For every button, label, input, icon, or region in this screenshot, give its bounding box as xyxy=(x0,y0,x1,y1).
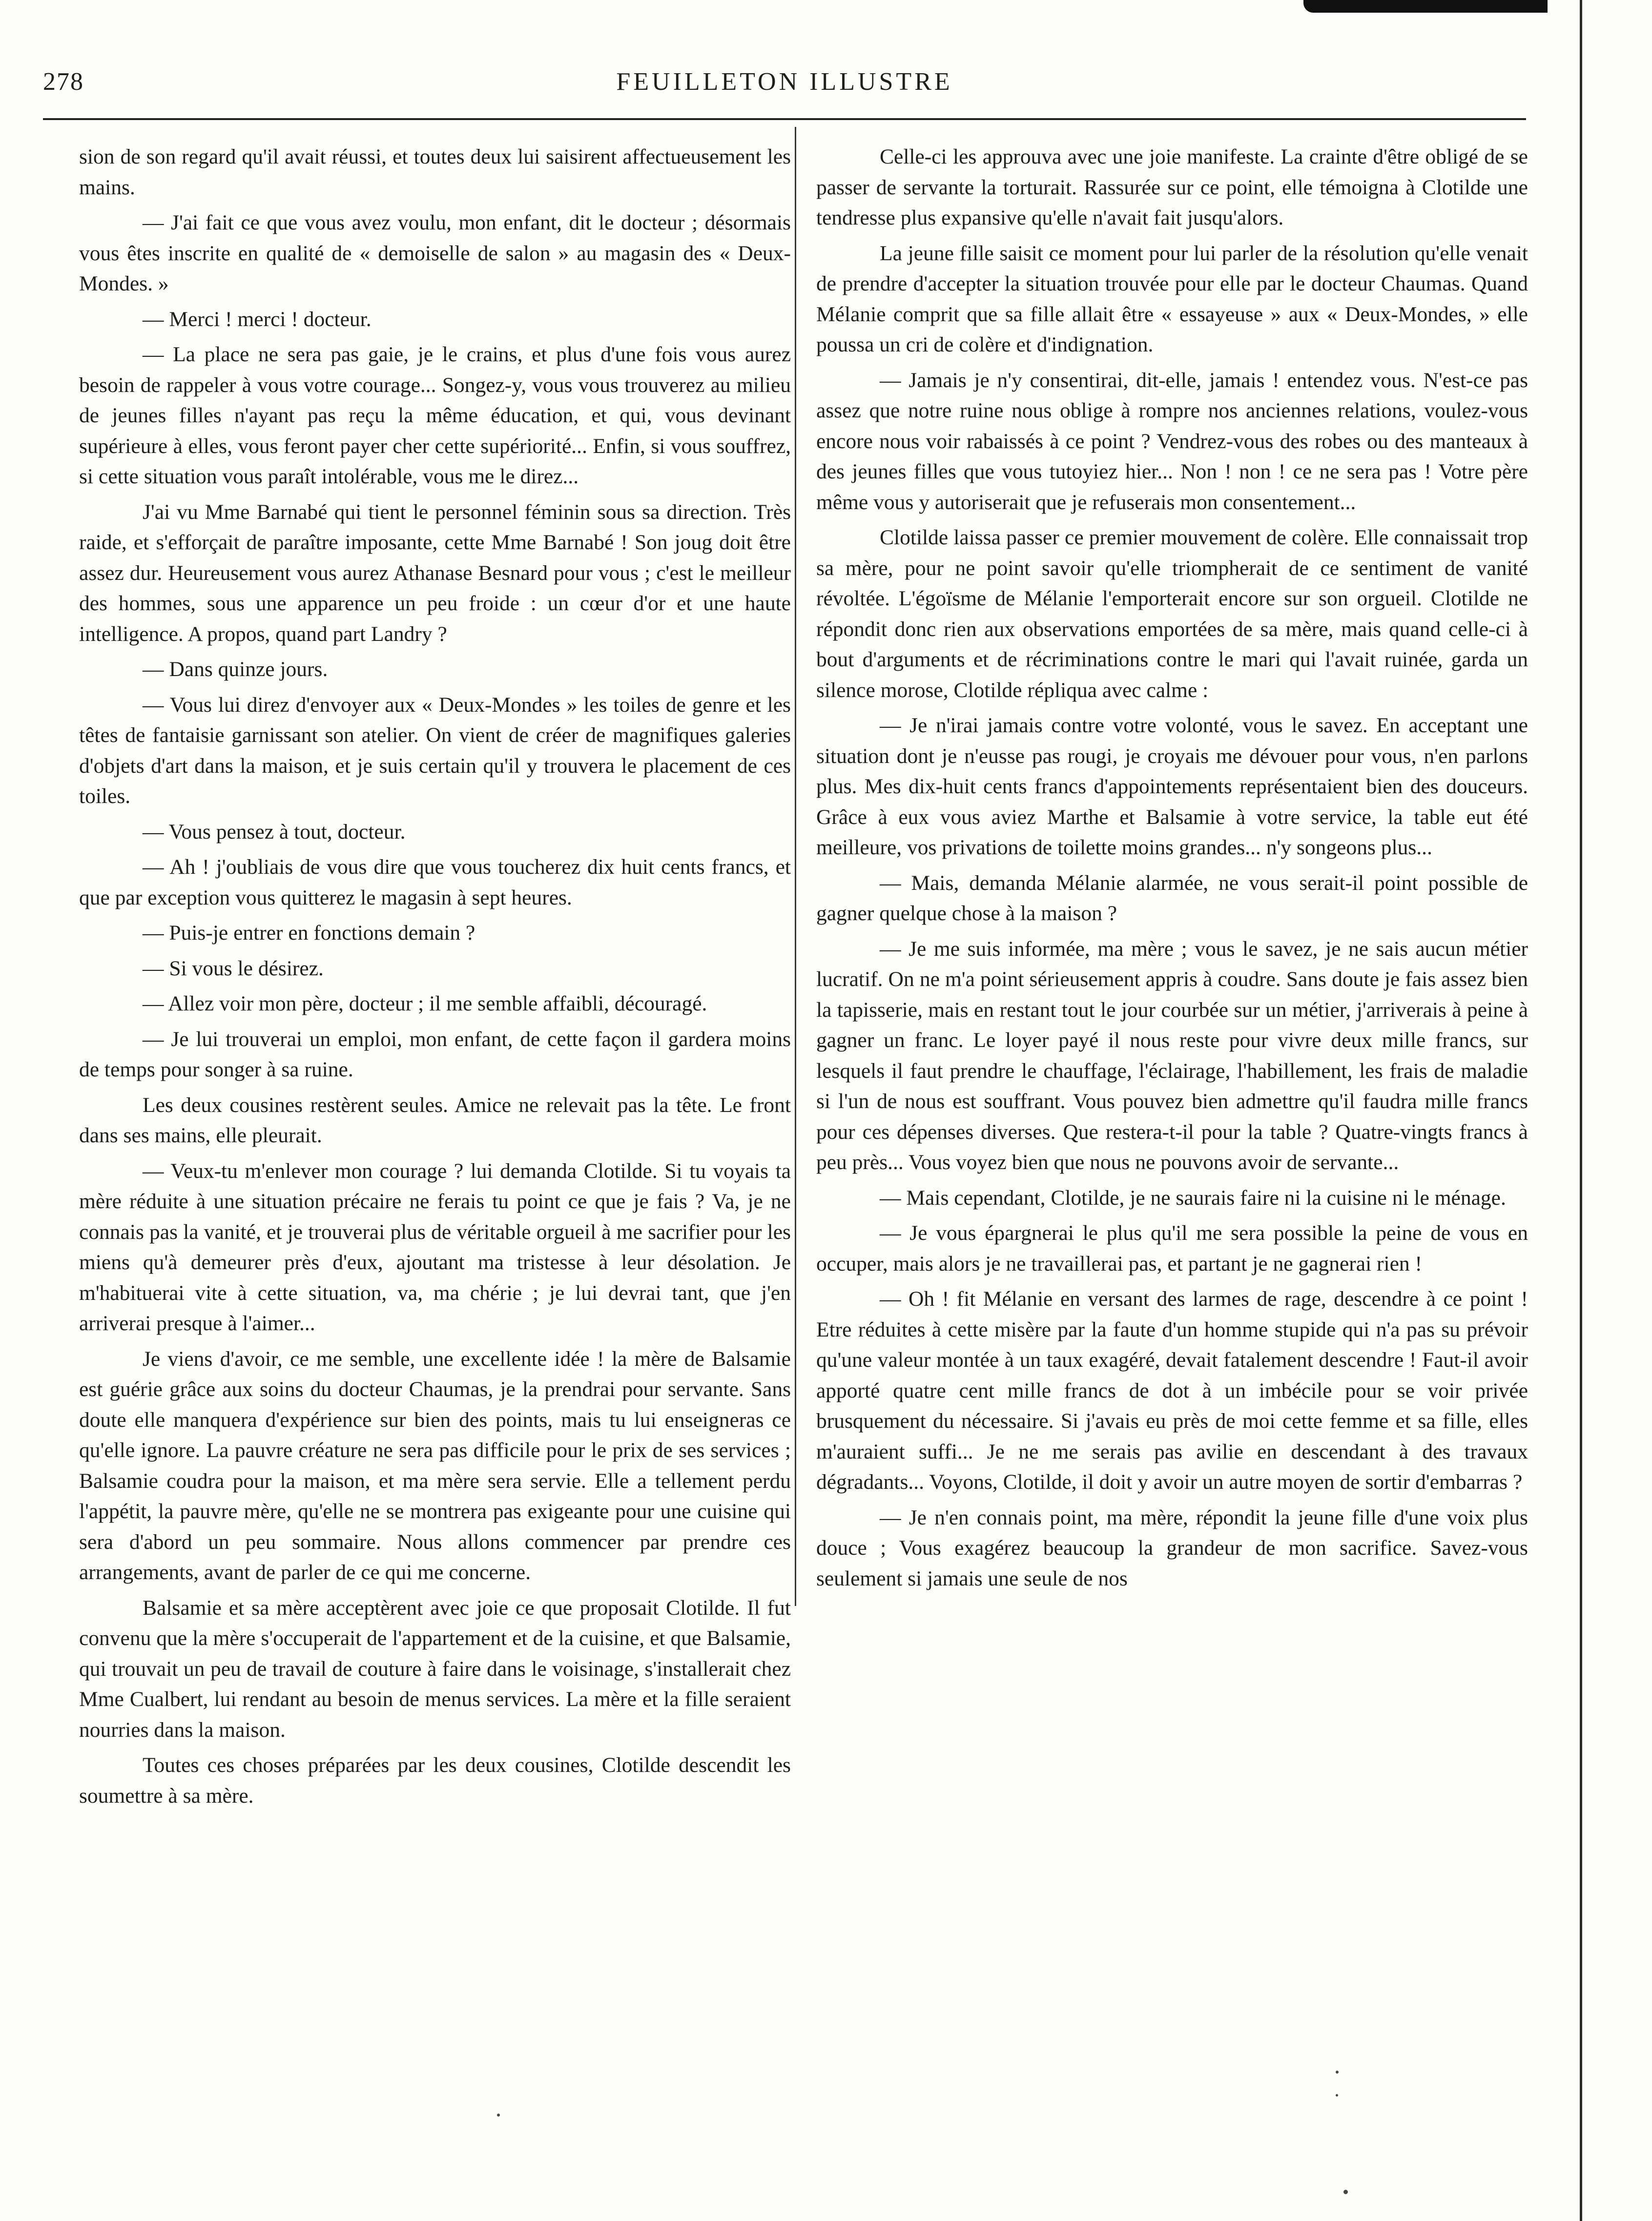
paragraph: — Je n'en connais point, ma mère, répondit la jeune fille d'une voix plus douce ; Vous exagérez beaucoup la grandeur de mon sacrifice. Savez-vous seulement si jamais une seule de nos xyxy=(816,1505,1528,1590)
paragraph: — Allez voir mon père, docteur ; il me semble affaibli, découragé. xyxy=(143,992,707,1015)
paragraph: — Si vous le désirez. xyxy=(143,956,324,980)
paragraph: sion de son regard qu'il avait réussi, et toutes deux lui saisirent affectueusement les mains. xyxy=(79,145,791,199)
paragraph: — Vous lui direz d'envoyer aux « Deux-Mondes » les toiles de genre et les têtes de fantaisie garnissant son atelier. On vient de créer de magnifiques galeries d'objets d'art dans la maison, et je suis certain qu'il y trouvera le placement de ces toiles. xyxy=(79,693,791,808)
paragraph: — Je me suis informée, ma mère ; vous le savez, je ne sais aucun métier lucratif. On ne m'a point sérieusement appris à coudre. Sans doute je fais assez bien la tapisserie, mais en restant tout le jour courbée sur un métier, j'arriverais à peine à gagner un franc. Le loyer payé il nous reste pour vivre deux mille francs, sur lesquels il faut prendre le chauffage, l'éclairage, l'habillement, les frais de maladie si l'un de nous est souffrant. Vous pouvez bien admettre qu'il faudra mille francs pour ces dépenses diverses. Que restera-t-il pour la table ? Quatre-vingts francs à peu près... Vous voyez bien que nous ne pouvons avoir de servante... xyxy=(816,937,1528,1174)
paragraph: — Mais cependant, Clotilde, je ne saurais faire ni la cuisine ni le ménage. xyxy=(880,1186,1506,1210)
paragraph: Toutes ces choses préparées par les deux cousines, Clotilde descendit les soumettre à sa mère. xyxy=(79,1753,791,1808)
page-number: 278 xyxy=(43,68,84,96)
paragraph: — Oh ! fit Mélanie en versant des larmes de rage, descendre à ce point ! Etre réduites à cette misère par la faute d'un homme stupide qui n'a pas su prévoir qu'une valeur montée à un taux exagéré, devait fatalement descendre ! Faut-il avoir apporté quatre cent mille francs de dot à un imbécile pour se voir privée brusquement du nécessaire. Si j'avais eu près de moi cette femme et sa fille, elles m'auraient suffi... Je ne me serais pas avilie en descendant à des travaux dégradants... Voyons, Clotilde, il doit y avoir un autre moyen de sortir d'embarras ? xyxy=(816,1287,1528,1494)
paragraph: — Vous pensez à tout, docteur. xyxy=(143,820,406,843)
paragraph: Celle-ci les approuva avec une joie manifeste. La crainte d'être obligé de se passer de servante la torturait. Rassurée sur ce point, elle témoigna à Clotilde une tendresse plus expansive qu'elle n'avait fait jusqu'alors. xyxy=(816,145,1528,229)
paragraph: J'ai vu Mme Barnabé qui tient le personnel féminin sous sa direction. Très raide, et s'efforçait de paraître imposante, cette Mme Barnabé ! Son joug doit être assez dur. Heureusement vous aurez Athanase Besnard pour vous ; c'est le meilleur des hommes, sous une apparence un peu froide : un cœur d'or et une haute intelligence. A propos, quand part Landry ? xyxy=(79,500,791,646)
paragraph: — J'ai fait ce que vous avez voulu, mon enfant, dit le docteur ; désormais vous êtes inscrite en qualité de « demoiselle de salon » au magasin des « Deux-Mondes. » xyxy=(79,211,791,295)
paragraph: — Puis-je entrer en fonctions demain ? xyxy=(143,921,475,945)
paragraph: Clotilde laissa passer ce premier mouvement de colère. Elle connaissait trop sa mère, pour ne point savoir qu'elle triompherait de ce sentiment de vanité révoltée. L'égoïsme de Mélanie l'emporterait encore sur son orgueil. Clotilde ne répondit donc rien aux observations emportées de sa mère, mais quand celle-ci à bout d'arguments et de récriminations contre le mari qui l'avait ruinée, garda un silence morose, Clotilde répliqua avec calme : xyxy=(816,526,1528,702)
paragraph: — Je vous épargnerai le plus qu'il me sera possible la peine de vous en occuper, mais alors je ne travaillerai pas, et partant je ne gagnerai rien ! xyxy=(816,1221,1528,1275)
paragraph: — Je n'irai jamais contre votre volonté, vous le savez. En acceptant une situation dont je n'eusse pas rougi, je croyais me dévouer pour vous, n'en parlons plus. Mes dix-huit cents francs d'appointements représentaient bien des douceurs. Grâce à eux vous aviez Marthe et Balsamie à votre service, la table eut été meilleure, vos privations de toilette moins grandes... n'y songeons plus... xyxy=(816,714,1528,859)
scan-edge-bar xyxy=(1303,0,1548,13)
paragraph: Balsamie et sa mère acceptèrent avec joie ce que proposait Clotilde. Il fut convenu que la mère s'occuperait de l'appartement et de la cuisine, et que Balsamie, qui trouvait un peu de travail de couture à faire dans le voisinage, s'installerait chez Mme Cualbert, lui rendant au besoin de menus services. La mère et la fille seraient nourries dans la maison. xyxy=(79,1596,791,1742)
paragraph: La jeune fille saisit ce moment pour lui parler de la résolution qu'elle venait de prendre d'accepter la situation trouvée pour elle par le docteur Chaumas. Quand Mélanie comprit que sa fille allait être « essayeuse » aux « Deux-Mondes, » elle poussa un cri de colère et d'indignation. xyxy=(816,241,1528,356)
paragraph: — Dans quinze jours. xyxy=(143,658,328,681)
page-header xyxy=(43,62,1526,106)
paragraph: Les deux cousines restèrent seules. Amice ne relevait pas la tête. Le front dans ses mains, elle pleurait. xyxy=(79,1093,791,1147)
paragraph: — Merci ! merci ! docteur. xyxy=(143,307,372,331)
paragraph: — La place ne sera pas gaie, je le crains, et plus d'une fois vous aurez besoin de rappeler à vous votre courage... Songez-y, vous vous trouverez au milieu de jeunes filles n'ayant pas reçu la même éducation, et qui, vous devinant supérieure à elles, vous feront payer cher cette supériorité... Enfin, si vous souffrez, si cette situation vous paraît intolérable, vous me le direz... xyxy=(79,343,791,488)
paragraph: — Je lui trouverai un emploi, mon enfant, de cette façon il gardera moins de temps pour songer à sa ruine. xyxy=(79,1027,791,1081)
right-column xyxy=(816,142,1528,1599)
paragraph: — Veux-tu m'enlever mon courage ? lui demanda Clotilde. Si tu voyais ta mère réduite à une situation précaire ne ferais tu point ce que je fais ? Va, je ne connais pas la vanité, et je trouverai plus de véritable orgueil à me sacrifier pour les miens qu'à demeurer près d'eux, ajoutant ma tristesse à leur désolation. Je m'habituerai vite à cette situation, va, ma chérie ; je lui devrai tant, que j'en arriverai presque à l'aimer... xyxy=(79,1159,791,1335)
paragraph: — Jamais je n'y consentirai, dit-elle, jamais ! entendez vous. N'est-ce pas assez que notre ruine nous oblige à rompre nos anciennes relations, voulez-vous encore nous voir rabaissés à ce point ? Vendrez-vous des robes ou des manteaux à des jeunes filles que vous tutoyiez hier... Non ! non ! ce ne sera pas ! Votre père même vous y autoriserait que je refuserais mon consentement... xyxy=(816,368,1528,514)
scan-edge-line xyxy=(1580,0,1582,2221)
running-title: FEUILLETON ILLUSTRE xyxy=(616,68,953,96)
paragraph: — Mais, demanda Mélanie alarmée, ne vous serait-il point possible de gagner quelque chose à la maison ? xyxy=(816,871,1528,925)
paragraph: Je viens d'avoir, ce me semble, une excellente idée ! la mère de Balsamie est guérie grâce aux soins du docteur Chaumas, je la prendrai pour servante. Sans doute elle manquera d'expérience sur bien des points, mais tu lui enseigneras ce qu'elle ignore. La pauvre créature ne sera pas difficile pour le prix de ses services ; Balsamie coudra pour la maison, et ma mère sera servie. Elle a tellement perdu l'appétit, la pauvre mère, qu'elle ne se montrera pas exigeante pour une cuisine qui sera d'abord un peu sommaire. Nous allons commencer par prendre ces arrangements, avant de parler de ce qui me concerne. xyxy=(79,1347,791,1584)
header-rule xyxy=(43,118,1526,120)
paragraph: — Ah ! j'oubliais de vous dire que vous toucherez dix huit cents francs, et que par exception vous quitterez le magasin à sept heures. xyxy=(79,855,791,909)
left-column xyxy=(79,142,791,1816)
column-divider xyxy=(795,127,796,1606)
